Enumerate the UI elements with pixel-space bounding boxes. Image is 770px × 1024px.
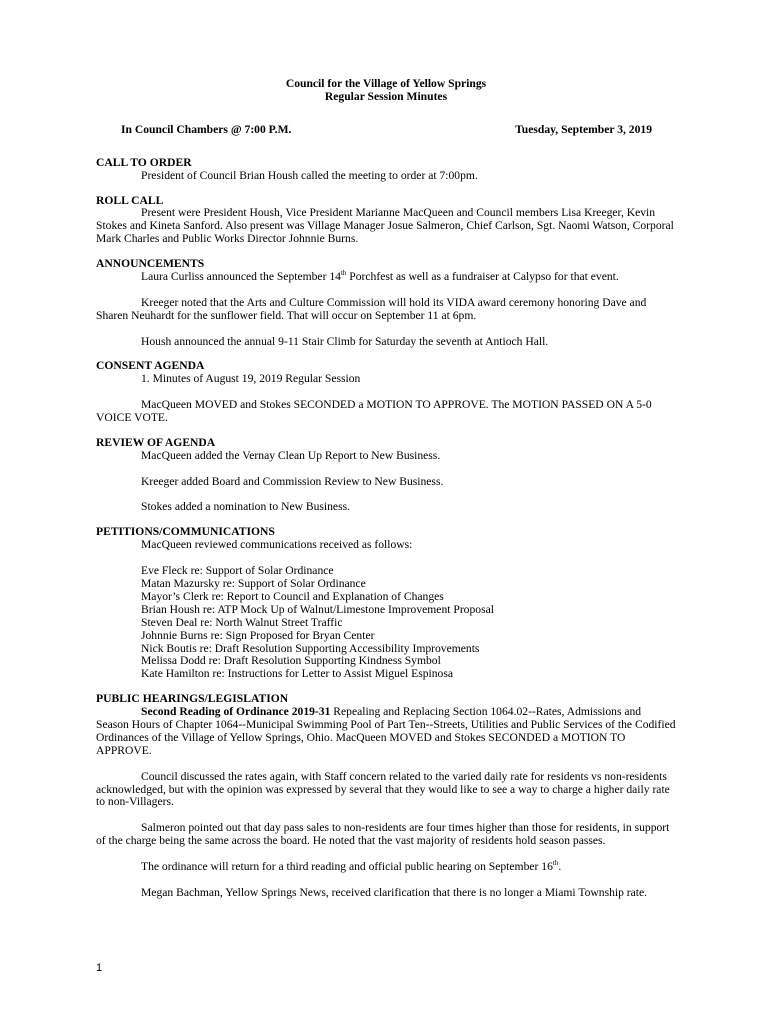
- list-item: Brian Housh re: ATP Mock Up of Walnut/Limestone Improvement Proposal: [141, 602, 494, 616]
- list-item: Nick Boutis re: Draft Resolution Supporting Accessibility Improvements: [141, 641, 480, 655]
- third-reading-text: .: [558, 859, 562, 873]
- ordinance-paragraph: [96, 706, 676, 758]
- meeting-meta: [96, 124, 676, 137]
- document-subtitle: Regular Session Minutes: [324, 89, 448, 103]
- announcement-vida: Kreeger noted that the Arts and Culture Commission will hold its VIDA award ceremony honoring Dave and Sharen Neuhardt for the sunflower field. That will occur on September 11 at 6pm.: [96, 295, 647, 322]
- review-agenda-text: MacQueen added the Vernay Clean Up Report to New Business.: [141, 448, 441, 462]
- announcements-heading: ANNOUNCEMENTS: [96, 257, 205, 271]
- document-page: [96, 78, 676, 900]
- review-agenda-text: Stokes added a nomination to New Business.: [141, 500, 350, 514]
- petitions-intro: MacQueen reviewed communications received as follows:: [141, 538, 413, 552]
- ordinance-title: Second Reading of Ordinance 2019-31: [141, 705, 331, 719]
- day-pass-note: Salmeron pointed out that day pass sales to non-residents are four times higher than those for residents, in support of the charge being the same across the board. He noted that the vast majority of residents hold season passes.: [96, 821, 670, 848]
- consent-agenda-heading: CONSENT AGENDA: [96, 359, 205, 373]
- petitions-heading: PETITIONS/COMMUNICATIONS: [96, 525, 275, 539]
- announcement-text: Laura Curliss announced the September 14: [141, 270, 341, 284]
- ordinance-text: Repealing and Replacing Section 1064.02--Rates, Admissions and Season Hours of Chapter 1064--Municipal Swimming Pool of Part Ten--Streets, Utilities and Public Services of the Codified Ordinances of the Village of Yellow Springs, Ohio. MacQueen MOVED and Stokes SECONDED a MOTION TO APPROVE.: [96, 705, 676, 757]
- call-to-order-text: President of Council Brian Housh called the meeting to order at 7:00pm.: [141, 168, 478, 182]
- announcement-porchfest: [96, 271, 676, 284]
- ordinal-suffix: th: [552, 859, 559, 868]
- third-reading-text: The ordinance will return for a third reading and official public hearing on September 16: [141, 859, 553, 873]
- ordinal-suffix: th: [340, 269, 347, 278]
- announcement-text: Porchfest as well as a fundraiser at Calypso for that event.: [346, 270, 619, 284]
- document-title: Council for the Village of Yellow Springs: [285, 77, 487, 90]
- list-item: Kate Hamilton re: Instructions for Letter to Assist Miguel Espinosa: [141, 667, 454, 681]
- township-rate-note: Megan Bachman, Yellow Springs News, received clarification that there is no longer a Miami Township rate.: [141, 885, 648, 899]
- consent-agenda-motion: MacQueen MOVED and Stokes SECONDED a MOTION TO APPROVE. The MOTION PASSED ON A 5-0 VOICE VOTE.: [96, 398, 652, 425]
- review-agenda-text: Kreeger added Board and Commission Review to New Business.: [141, 474, 444, 488]
- meeting-date: Tuesday, September 3, 2019: [515, 122, 652, 136]
- communications-list: [96, 565, 676, 681]
- list-item: Mayor’s Clerk re: Report to Council and Explanation of Changes: [141, 589, 444, 603]
- public-hearings-heading: PUBLIC HEARINGS/LEGISLATION: [96, 692, 289, 706]
- roll-call-heading: ROLL CALL: [96, 193, 164, 207]
- announcement-stair-climb: Housh announced the annual 9-11 Stair Climb for Saturday the seventh at Antioch Hall.: [141, 334, 549, 348]
- review-agenda-heading: REVIEW OF AGENDA: [96, 435, 216, 449]
- list-item: Melissa Dodd re: Draft Resolution Supporting Kindness Symbol: [141, 654, 441, 668]
- roll-call-text: Present were President Housh, Vice President Marianne MacQueen and Council members Lisa Kreeger, Kevin Stokes and Kineta Sanford. Also present was Village Manager Josue Salmeron, Chief Carlson, Sgt. Naomi Watson, Corporal Mark Charles and Public Works Director Johnnie Burns.: [96, 206, 674, 246]
- rates-discussion: Council discussed the rates again, with Staff concern related to the varied daily rate for residents vs non-residents acknowledged, but with the opinion was expressed by several that they would like to see a way to charge a higher daily rate to non-Villagers.: [96, 769, 670, 809]
- third-reading-note: [96, 861, 676, 874]
- consent-agenda-item: 1. Minutes of August 19, 2019 Regular Session: [141, 372, 361, 386]
- list-item: Matan Mazursky re: Support of Solar Ordinance: [141, 577, 366, 590]
- list-item: Johnnie Burns re: Sign Proposed for Bryan Center: [141, 628, 375, 642]
- list-item: Eve Fleck re: Support of Solar Ordinance: [141, 564, 334, 578]
- meeting-location: In Council Chambers @ 7:00 P.M.: [121, 122, 292, 136]
- page-number: 1: [96, 962, 103, 974]
- list-item: Steven Deal re: North Walnut Street Traffic: [141, 615, 343, 629]
- call-to-order-heading: CALL TO ORDER: [96, 155, 192, 169]
